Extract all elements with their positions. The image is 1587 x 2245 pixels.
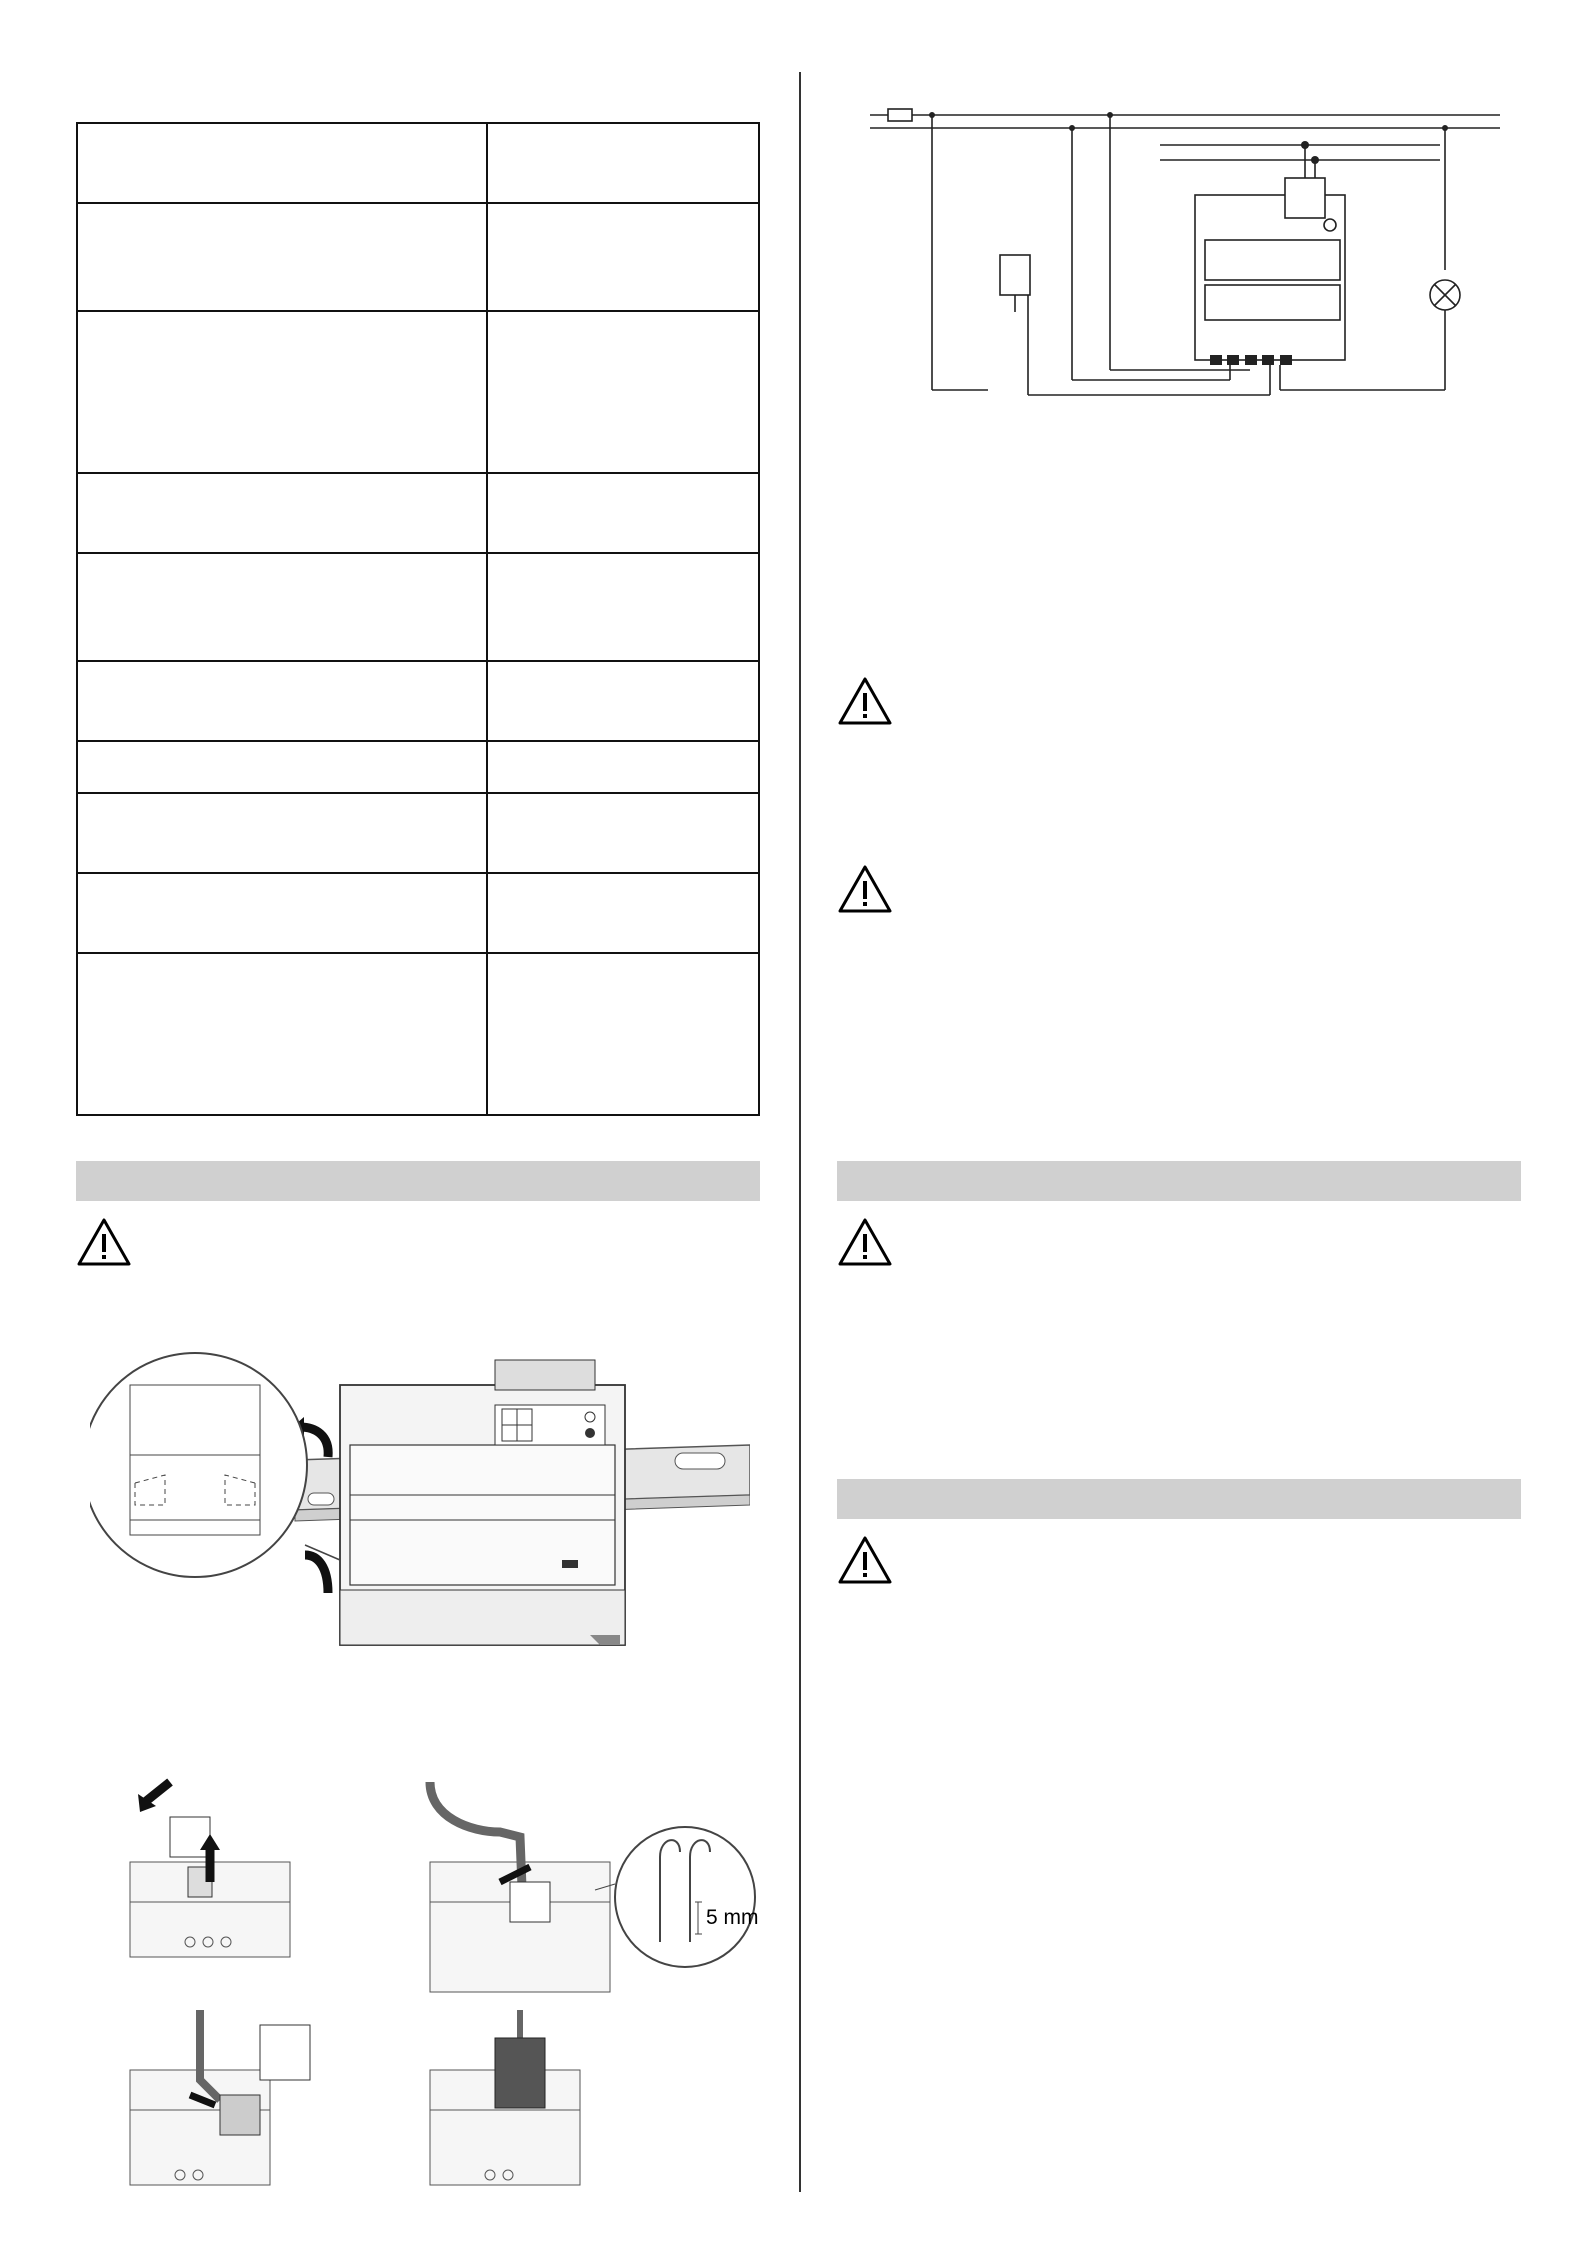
warning-triangle-icon (837, 676, 893, 726)
din-rail-mounting-figure (90, 1345, 750, 1655)
spec-label-cell (77, 553, 487, 661)
cover-fitted-figure (420, 2000, 620, 2190)
wiring-diagram-figure (860, 100, 1510, 410)
warning-triangle-icon (837, 1535, 893, 1585)
spec-label-cell (77, 953, 487, 1115)
spec-label-cell (77, 311, 487, 473)
wire-strip-figure (410, 1772, 760, 2012)
spec-row (77, 311, 759, 473)
spec-value-cell (487, 311, 759, 473)
strip-length-label: 5 mm (706, 1906, 759, 1929)
spec-value-cell (487, 553, 759, 661)
spec-label-cell (77, 473, 487, 553)
spec-value-cell (487, 123, 759, 203)
spec-row (77, 793, 759, 873)
spec-label-cell (77, 661, 487, 741)
spec-row (77, 473, 759, 553)
spec-row (77, 123, 759, 203)
spec-value-cell (487, 203, 759, 311)
warning-triangle-icon (837, 864, 893, 914)
spec-label-cell (77, 741, 487, 793)
spec-row (77, 553, 759, 661)
terminal-insert-figure (120, 2000, 320, 2190)
spec-row (77, 661, 759, 741)
warning-triangle-icon (76, 1217, 132, 1267)
section-bar-commissioning (837, 1161, 1521, 1201)
column-divider (799, 72, 801, 2192)
terminal-remove-figure (120, 1772, 300, 1962)
section-bar-mounting (76, 1161, 760, 1201)
spec-value-cell (487, 953, 759, 1115)
spec-value-cell (487, 793, 759, 873)
spec-label-cell (77, 873, 487, 953)
spec-label-cell (77, 203, 487, 311)
spec-value-cell (487, 473, 759, 553)
spec-value-cell (487, 741, 759, 793)
spec-value-cell (487, 661, 759, 741)
warning-triangle-icon (837, 1217, 893, 1267)
spec-row (77, 953, 759, 1115)
spec-row (77, 741, 759, 793)
section-bar-operation (837, 1479, 1521, 1519)
spec-table (76, 122, 760, 1116)
spec-label-cell (77, 793, 487, 873)
spec-value-cell (487, 873, 759, 953)
spec-row (77, 203, 759, 311)
spec-row (77, 873, 759, 953)
spec-label-cell (77, 123, 487, 203)
